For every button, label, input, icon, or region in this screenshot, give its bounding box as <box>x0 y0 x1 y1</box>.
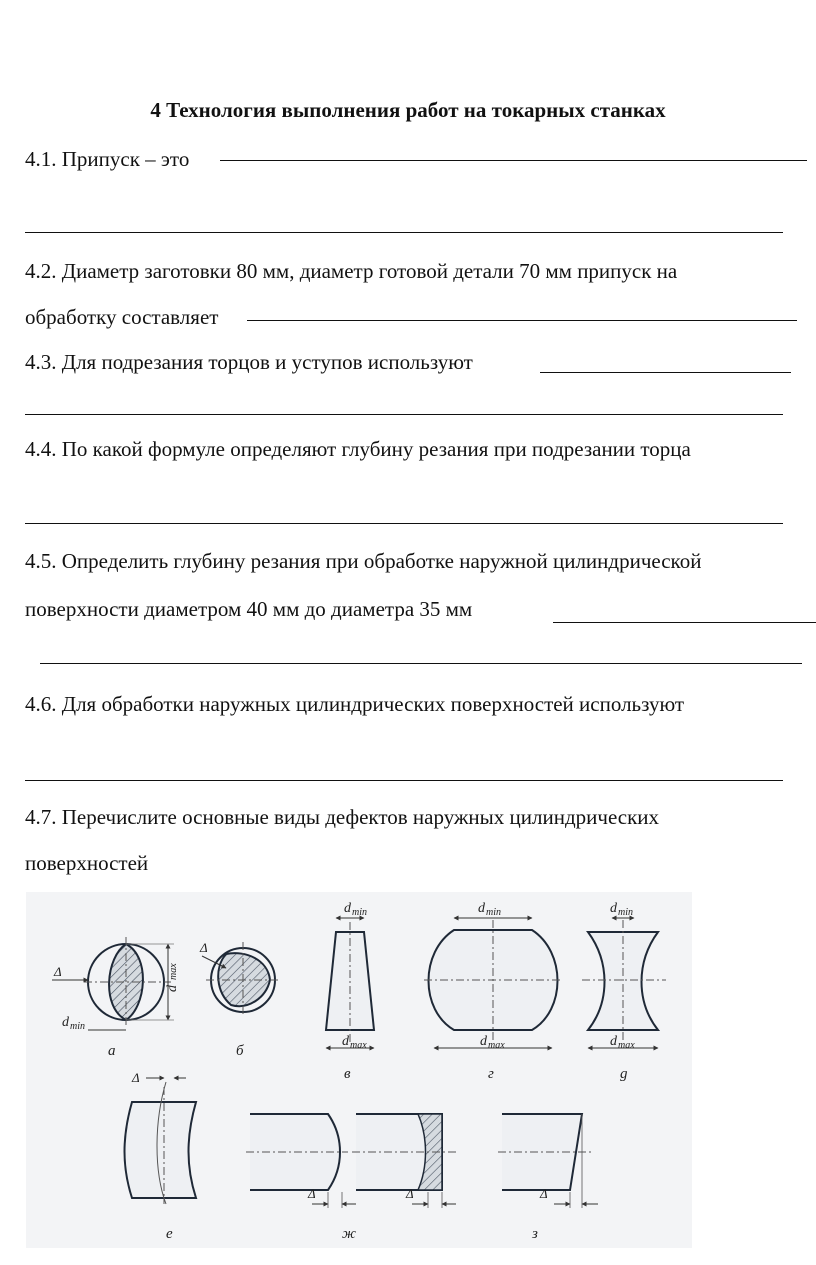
question-4-7-line1: 4.7. Перечислите основные виды дефектов наружных цилиндрических <box>25 805 660 829</box>
caption-saddle: g <box>620 1066 628 1082</box>
saddle-dmin-sub: min <box>618 907 633 918</box>
question-4-2-line2: обработку составляет <box>25 305 219 329</box>
caption-z: з <box>532 1226 538 1242</box>
answer-line-4-6[interactable] <box>25 780 783 781</box>
answer-line-4-5[interactable] <box>553 622 816 623</box>
v-dmax-d: d <box>342 1034 349 1049</box>
a-dmax-sub: max <box>168 963 179 980</box>
zh-delta-2: Δ <box>406 1186 414 1201</box>
defect-saddle <box>582 918 666 1048</box>
defect-zh-end-convexity <box>246 1114 456 1208</box>
a-dmin-sub: min <box>70 1021 85 1032</box>
caption-g: г <box>488 1066 494 1082</box>
b-delta: Δ <box>200 940 208 955</box>
question-4-3: 4.3. Для подрезания торцов и уступов используют <box>25 350 473 374</box>
question-4-5-line2: поверхности диаметром 40 мм до диаметра 35 мм <box>25 597 473 621</box>
defect-v-taper <box>326 918 374 1048</box>
v-dmin-d: d <box>344 901 351 916</box>
defects-figure <box>26 892 692 1248</box>
question-4-1: 4.1. Припуск – это <box>25 147 190 171</box>
saddle-dmax-sub: max <box>618 1040 635 1051</box>
caption-b: б <box>236 1043 244 1059</box>
z-delta: Δ <box>540 1186 548 1201</box>
v-dmax-sub: max <box>350 1040 367 1051</box>
a-delta: Δ <box>54 964 62 979</box>
answer-line-4-1b[interactable] <box>25 232 783 233</box>
zh-delta-1: Δ <box>308 1186 316 1201</box>
a-dmax-d: d <box>165 985 180 992</box>
answer-line-4-3b[interactable] <box>25 414 783 415</box>
answer-line-4-5b[interactable] <box>40 663 802 664</box>
g-dmin-d: d <box>478 901 485 916</box>
saddle-dmax-d: d <box>610 1034 617 1049</box>
answer-line-4-1[interactable] <box>220 160 807 161</box>
defect-a-ovality <box>52 937 174 1030</box>
question-4-5-line1: 4.5. Определить глубину резания при обработке наружной цилиндрической <box>25 549 702 573</box>
caption-e: е <box>166 1226 173 1242</box>
saddle-dmin-d: d <box>610 901 617 916</box>
question-4-7-line2: поверхностей <box>25 851 149 875</box>
caption-a: а <box>108 1043 116 1059</box>
answer-line-4-4[interactable] <box>25 523 783 524</box>
question-4-2-line1: 4.2. Диаметр заготовки 80 мм, диаметр готовой детали 70 мм припуск на <box>25 259 678 283</box>
answer-line-4-2[interactable] <box>247 320 797 321</box>
answer-line-4-3[interactable] <box>540 372 791 373</box>
g-dmax-d: d <box>480 1034 487 1049</box>
defect-g-barrel <box>424 918 562 1048</box>
question-4-6: 4.6. Для обработки наружных цилиндрических поверхностей используют <box>25 692 685 716</box>
question-4-4: 4.4. По какой формуле определяют глубину резания при подрезании торца <box>25 437 691 461</box>
e-delta: Δ <box>132 1070 140 1085</box>
v-dmin-sub: min <box>352 907 367 918</box>
g-dmin-sub: min <box>486 907 501 918</box>
page-title: 4 Технология выполнения работ на токарных станках <box>150 98 666 122</box>
caption-v: в <box>344 1066 351 1082</box>
caption-zh: ж <box>342 1226 356 1242</box>
defect-e-curvature <box>125 1078 197 1204</box>
defect-z-non-perpendicularity <box>498 1114 598 1208</box>
g-dmax-sub: max <box>488 1040 505 1051</box>
a-dmin-d: d <box>62 1015 69 1030</box>
defect-b-faceting <box>202 942 281 1017</box>
